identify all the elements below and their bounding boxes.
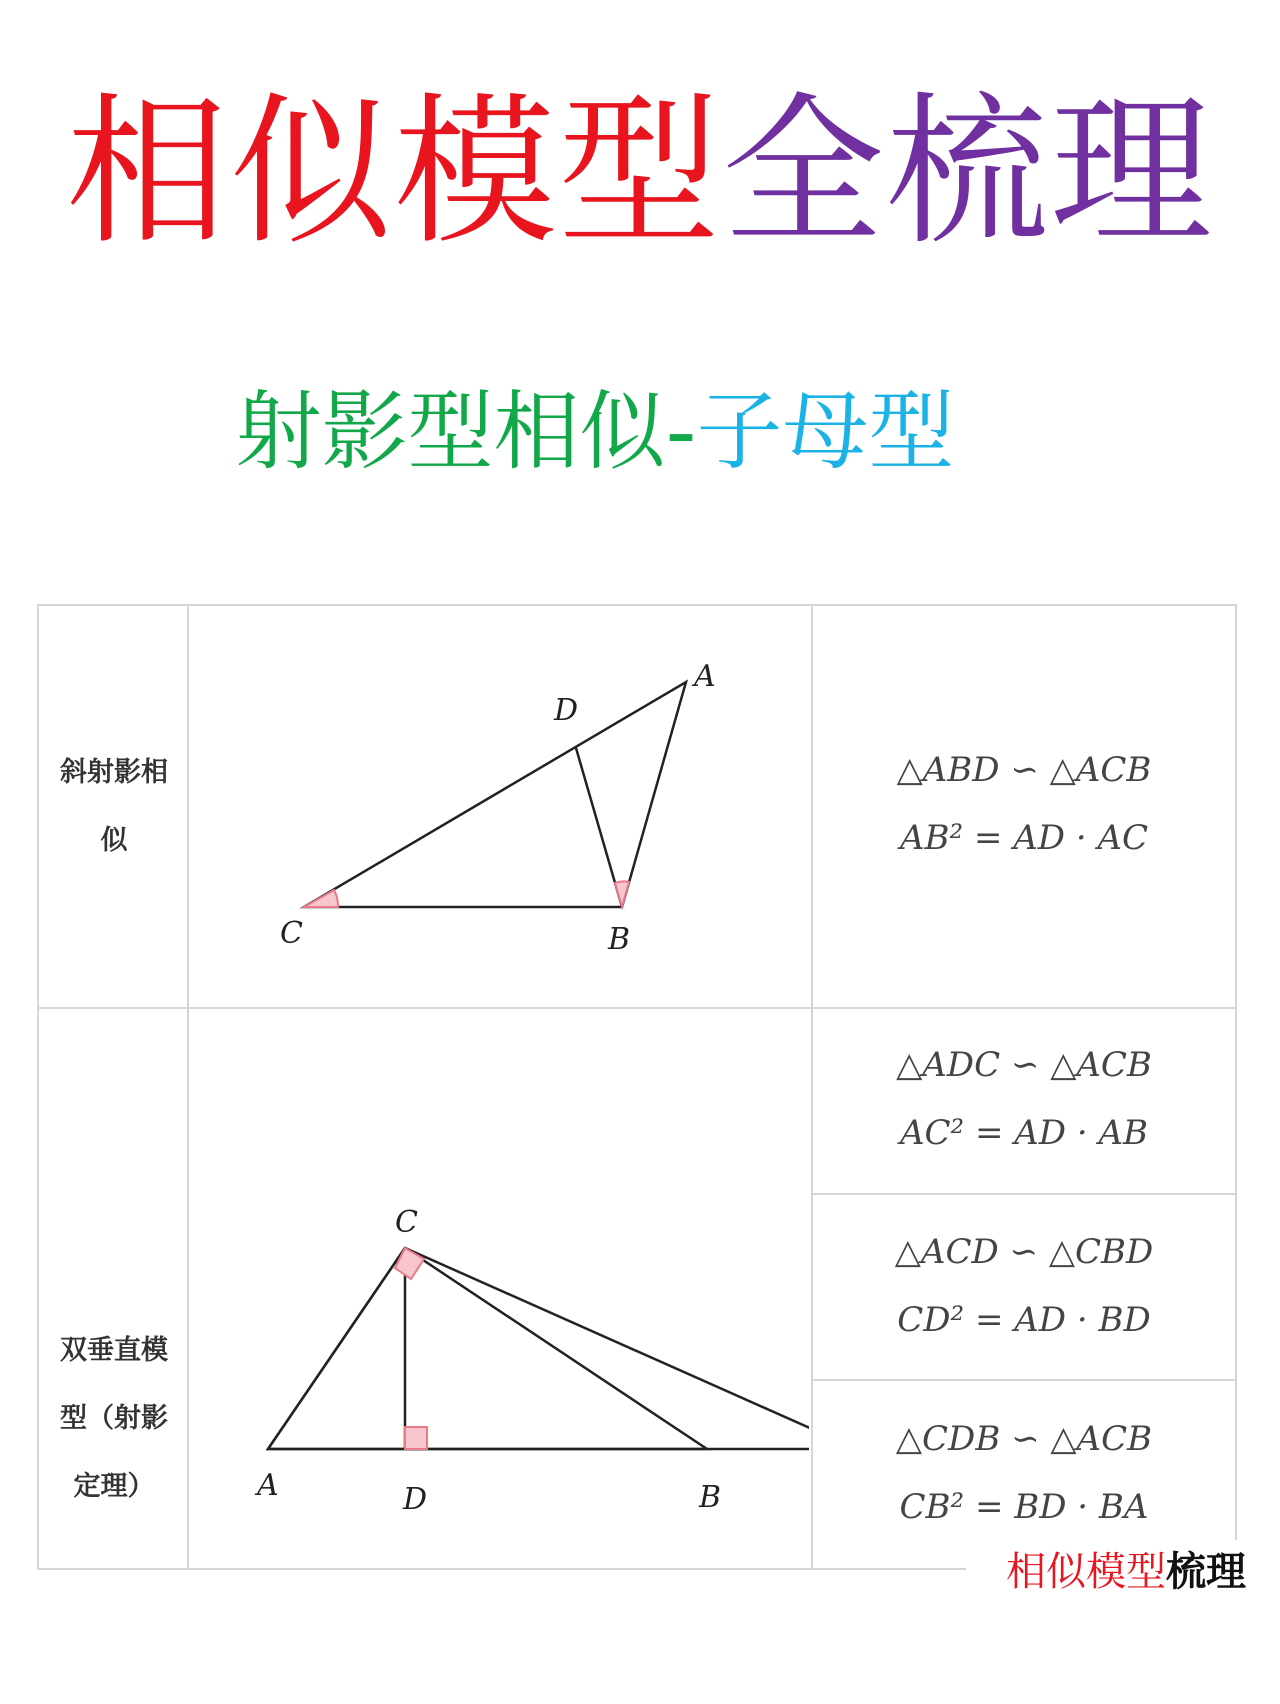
right-angle-mark-C [395,1248,424,1279]
point-label-C: C [280,916,303,951]
formula-cell-4 [813,1405,1235,1541]
point-label-C: C [395,1205,418,1240]
subtitle-part-1: 射影型相似- [235,382,697,482]
formula-cell-3 [813,1218,1235,1354]
double-perpendicular-figure [189,1009,809,1567]
product-relation: CB² = BD · BA [899,1487,1149,1527]
model-table [37,604,1237,1570]
row-label-oblique-projection [39,739,189,875]
angle-mark-C [304,890,338,907]
row-2-label-line-3: 定理） [73,1471,155,1502]
product-relation: CD² = AD · BD [897,1300,1151,1340]
product-relation: AC² = AD · AB [899,1113,1149,1153]
oblique-projection-figure [189,606,809,1006]
point-label-A: A [257,1468,279,1503]
similarity-statement: △ADC ∽ △ACB [896,1045,1152,1085]
divider-formula-2 [811,1193,1235,1195]
subtitle-part-2: 子母型 [696,382,955,482]
right-angle-mark-D [405,1427,427,1449]
formula-cell-1 [813,736,1235,872]
product-relation: AB² = AD · AC [899,818,1149,858]
formula-cell-2 [813,1031,1235,1167]
point-label-D: D [554,693,579,728]
title-part-1: 相似模型 [66,79,722,267]
divider-formula-3 [811,1379,1235,1381]
row-2-label-line-1: 双垂直模 [60,1335,168,1366]
row-2-label-line-2: 型（射影 [60,1403,168,1434]
page-title [0,78,1280,268]
point-label-B: B [699,1480,722,1515]
point-label-B: B [608,922,631,957]
point-label-A: A [694,659,716,694]
point-label-D: D [403,1482,428,1517]
similarity-statement: △ABD ∽ △ACB [896,750,1152,790]
similarity-statement: △ACD ∽ △CBD [894,1232,1154,1272]
title-part-2: 全梳理 [722,79,1214,267]
footer-caption [966,1540,1246,1604]
footer-part-1: 相似模型 [1006,1549,1166,1595]
row-label-double-perpendicular [39,1317,189,1521]
section-subtitle [0,382,1190,482]
row-1-label-line-1: 斜射影相 [60,757,168,788]
row-1-label-line-2: 似 [100,825,128,856]
footer-part-2: 梳理 [1166,1549,1246,1595]
similarity-statement: △CDB ∽ △ACB [895,1419,1153,1459]
